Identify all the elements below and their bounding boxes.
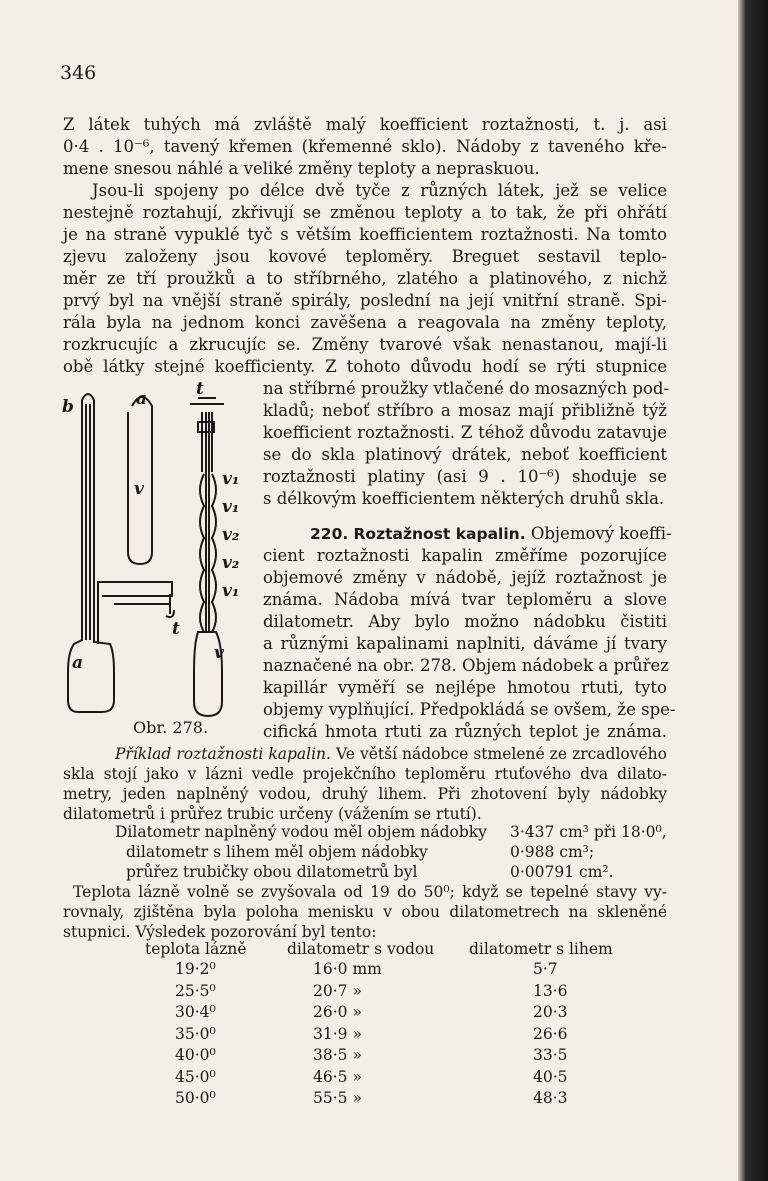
figure-label: t	[196, 382, 204, 399]
table-header-temperature: teplota lázně	[145, 940, 247, 958]
figure-label: a	[136, 389, 148, 409]
table-cell: 5·7	[533, 960, 558, 978]
example-after-line: rovnaly, zjištěna byla poloha menisku v obou dilatometrech na skleněné	[63, 903, 667, 921]
body-line: mene snesou náhlé a veliké změny teploty a nepraskuou.	[63, 159, 540, 178]
table-column-water	[313, 959, 382, 1110]
table-cell: 25·5⁰	[175, 981, 216, 1000]
figure-label: v₂	[222, 553, 240, 573]
section-line: naznačené na obr. 278. Objem nádobek a průřez	[263, 656, 669, 675]
table-cell: 38·5 »	[313, 1046, 362, 1064]
table-cell: 20·3	[533, 1003, 568, 1021]
body-line: prvý byl na vnější straně spirály, poslední na její vnitřní straně. Spi-	[63, 291, 667, 310]
table-column-alcohol	[533, 959, 568, 1110]
section-first-line: Objemový koeffi-	[530, 524, 672, 543]
table-column-temperature	[175, 959, 216, 1110]
section-title: Roztažnost kapalin.	[353, 525, 526, 543]
figure-label: v₁	[222, 469, 240, 489]
page-number: 346	[60, 62, 97, 84]
figure-label: a	[72, 653, 84, 673]
figure-label: t	[172, 619, 180, 639]
body-line: Jsou-li spojeny po délce dvě tyče z různých látek, jež se velice	[92, 181, 667, 200]
section-line: cient roztažnosti kapalin změříme pozorujíce	[263, 546, 667, 565]
table-cell: 13·6	[533, 981, 568, 1000]
figure-label: v	[214, 643, 224, 663]
section-heading-line	[310, 523, 672, 545]
table-cell: 19·2⁰	[175, 960, 216, 978]
body-line: nestejně roztahují, zkřivují se změnou teploty a to tak, že při ohřátí	[63, 203, 667, 222]
right-line: na stříbrné proužky vtlačené do mosazných pod-	[263, 379, 670, 398]
section-number: 220.	[310, 525, 349, 543]
right-line: s délkovým koefficientem některých druhů skla.	[263, 489, 665, 508]
example-line: metry, jeden naplněný vodou, druhý lihem. Při zhotovení byly nádobky	[63, 785, 667, 803]
data-row-value: 0·00791 cm².	[510, 863, 614, 881]
section-line: objemové změny v nádobě, jejíž roztažnost je	[263, 568, 667, 587]
body-line: rozkrucujíc a zkrucujíc se. Změny tvarové však nenastanou, mají-li	[63, 335, 667, 354]
table-cell: 20·7 »	[313, 981, 362, 1000]
example-first-line	[115, 744, 667, 764]
right-line: kladů; neboť stříbro a mosaz mají přibližně týž	[263, 401, 667, 420]
table-cell: 26·0 »	[313, 1003, 362, 1021]
section-line: kapillár vyměří se nejlépe hmotou rtuti, tyto	[263, 678, 667, 697]
data-row-value: 3·437 cm³ při 18·0⁰,	[510, 823, 667, 841]
figure-label: b	[62, 397, 74, 417]
table-cell: 40·5	[533, 1067, 568, 1086]
example-title: Příklad roztažnosti kapalin.	[115, 745, 331, 763]
body-line: rála byla na jednom konci zavěšena a reagovala na změny teploty,	[63, 313, 667, 332]
body-line: 0·4 . 10⁻⁶, tavený křemen (křemenné sklo). Nádoby z taveného kře-	[63, 137, 667, 156]
figure-label: v₂	[222, 525, 240, 545]
table-cell: 16·0 mm	[313, 960, 382, 978]
body-line: obě látky stejné koefficienty. Z tohoto důvodu hodí se rýti stupnice	[63, 357, 667, 376]
example-first-rest: Ve větší nádobce stmelené ze zrcadlového	[336, 745, 667, 763]
table-cell: 45·0⁰	[175, 1067, 216, 1086]
left-capillary	[86, 404, 90, 640]
table-cell: 46·5 »	[313, 1067, 362, 1086]
right-line: koefficient roztažnosti. Z téhož důvodu zatavuje	[263, 423, 667, 442]
data-row-label: Dilatometr naplněný vodou měl objem nádobky	[115, 823, 487, 841]
example-line: skla stojí jako v lázni vedle projekčního teploměru rtuťového dva dilato-	[63, 765, 667, 783]
table-cell: 40·0⁰	[175, 1046, 216, 1064]
table-cell: 50·0⁰	[175, 1089, 216, 1107]
figure-label: v₁	[222, 581, 240, 601]
section-line: cifická hmota rtuti za různých teplot je známa.	[263, 722, 667, 741]
example-after-line: Teplota lázně volně se zvyšovala od 19 do 50⁰; když se tepelné stavy vy-	[73, 883, 667, 901]
table-cell: 35·0⁰	[175, 1024, 216, 1043]
body-line: Z látek tuhých má zvláště malý koefficient roztažnosti, t. j. asi	[63, 115, 667, 134]
data-row-value: 0·988 cm³;	[510, 843, 595, 861]
table-cell: 31·9 »	[313, 1024, 362, 1043]
figure-label: v	[134, 479, 144, 499]
table-cell: 30·4⁰	[175, 1003, 216, 1021]
example-after-line: stupnici. Výsledek pozorování byl tento:	[63, 923, 377, 941]
table-header-water: dilatometr s vodou	[287, 940, 435, 958]
section-line: dilatometr. Aby bylo možno nádobku čistiti	[263, 612, 667, 631]
table-header-alcohol: dilatometr s lihem	[469, 940, 613, 958]
left-stopcock	[114, 594, 174, 617]
table-cell: 33·5	[533, 1046, 568, 1064]
body-line: měr ze tří proužků a to stříbrného, zlatého a platinového, z nichž	[63, 269, 667, 288]
section-line: a různými kapalinami naplniti, dáváme jí tvary	[263, 634, 667, 653]
figure-label: v₁	[222, 497, 240, 517]
section-line: známa. Nádoba mívá tvar teploměru a slove	[263, 590, 667, 609]
body-line: je na straně vypuklé tyč s větším koefficientem roztažnosti. Na tomto	[63, 225, 667, 244]
right-line: se do skla platinový drátek, neboť koefficient	[263, 445, 667, 464]
page-gutter	[738, 0, 768, 1181]
dilatometer-figure	[62, 382, 262, 722]
table-cell: 48·3	[533, 1089, 568, 1107]
table-cell: 55·5 »	[313, 1089, 362, 1107]
data-row-label: dilatometr s lihem měl objem nádobky	[126, 843, 428, 861]
data-row-label: průřez trubičky obou dilatometrů byl	[126, 863, 418, 881]
example-line: dilatometrů i průřez trubic určeny (vážením se rtutí).	[63, 805, 482, 823]
figure-caption: Obr. 278.	[133, 718, 209, 737]
body-line: zjevu založeny jsou kovové teploměry. Breguet sestavil teplo-	[63, 247, 667, 266]
section-line: objemy vyplňující. Předpokládá se ovšem, že spe-	[263, 700, 676, 719]
left-side-tube	[98, 582, 172, 644]
table-cell: 26·6	[533, 1024, 568, 1043]
right-line: roztažnosti platiny (asi 9 . 10⁻⁶) shoduje se	[263, 467, 667, 486]
